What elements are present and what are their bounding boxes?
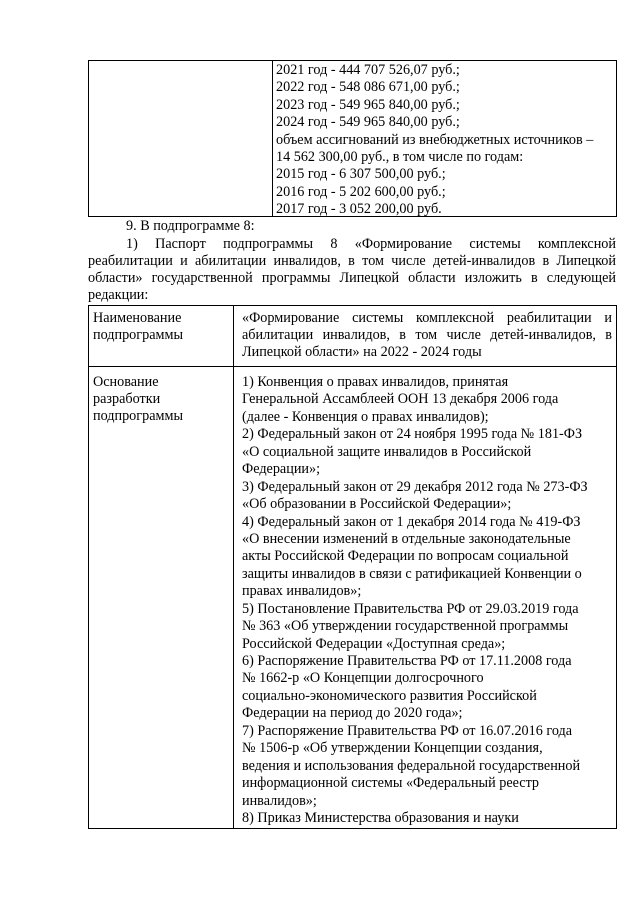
funding-line: 2024 год - 549 965 840,00 руб.;	[276, 114, 460, 131]
basis-line: «О социальной защите инвалидов в Российской	[242, 443, 532, 460]
basis-line: № 1506-р «Об утверждении Концепции создания,	[242, 740, 543, 757]
basis-line: 3) Федеральный закон от 29 декабря 2012 года № 273-ФЗ	[242, 478, 588, 495]
funding-line: 2022 год - 548 086 671,00 руб.;	[276, 79, 460, 96]
basis-line: информационной системы «Федеральный реестр	[242, 775, 540, 792]
funding-line: 14 562 300,00 руб., в том числе по годам:	[276, 148, 524, 165]
row-label-basis: Основание разработки подпрограммы	[93, 374, 183, 424]
paragraph-line: области» государственной программы Липецкой области изложить в следующей	[88, 270, 616, 286]
table-column-divider	[272, 61, 273, 216]
paragraph-line: 1) Паспорт подпрограммы 8 «Формирование системы комплексной	[126, 236, 616, 252]
basis-line: Федерации»;	[242, 461, 321, 478]
basis-line: Генеральной Ассамблеей ООН 13 декабря 2006 года	[242, 391, 559, 408]
table-column-divider	[233, 306, 234, 828]
basis-line: 1) Конвенция о правах инвалидов, принятая	[242, 374, 509, 390]
basis-line: 7) Распоряжение Правительства РФ от 16.07.2016 года	[242, 722, 573, 739]
table-row-divider	[89, 366, 616, 367]
development-basis-cell	[242, 374, 614, 827]
basis-line: правах инвалидов»;	[242, 583, 362, 600]
funding-line: 2015 год - 6 307 500,00 руб.;	[276, 166, 446, 183]
funding-table-continuation	[88, 60, 617, 217]
basis-line: 6) Распоряжение Правительства РФ от 17.11.2008 года	[242, 653, 572, 669]
funding-details-cell	[276, 62, 616, 219]
basis-line: Федерации на период до 2020 года»;	[242, 705, 463, 722]
basis-line: ведения и использования федеральной государственной	[242, 757, 581, 774]
row-label-name: Наименование подпрограммы	[93, 310, 183, 343]
funding-line: 2021 год - 444 707 526,07 руб.;	[276, 62, 460, 78]
basis-line: (далее - Конвенция о правах инвалидов);	[242, 408, 489, 425]
basis-line: 8) Приказ Министерства образования и науки	[242, 809, 519, 826]
funding-line: 2016 год - 5 202 600,00 руб.;	[276, 183, 446, 200]
basis-line: Российской Федерации «Доступная среда»;	[242, 635, 506, 652]
basis-line: акты Российской Федерации по вопросам социальной	[242, 548, 569, 565]
basis-line: № 363 «Об утверждении государственной программы	[242, 618, 569, 635]
item-heading: 9. В подпрограмме 8:	[126, 218, 255, 234]
basis-line: защиты инвалидов в связи с ратификацией Конвенции о	[242, 565, 582, 582]
basis-line: «Об образовании в Российской Федерации»;	[242, 496, 512, 513]
funding-line: 2017 год - 3 052 200,00 руб.	[276, 201, 442, 218]
basis-line: социально-экономического развития Российской	[242, 687, 537, 704]
subprogram-passport-table	[88, 305, 617, 829]
paragraph-line: реабилитации и абилитации инвалидов, в том числе детей-инвалидов в Липецкой	[88, 253, 616, 269]
paragraph-line: редакции:	[88, 287, 149, 303]
subprogram-name-cell: «Формирование системы комплексной реабилитации и абилитации инвалидов, в том числе детей-инвалидов, в Липецкой области» на 2022 - 2024 годы	[242, 310, 612, 360]
basis-line: № 1662-р «О Концепции долгосрочного	[242, 670, 484, 687]
funding-line: объем ассигнований из внебюджетных источников –	[276, 131, 594, 148]
funding-line: 2023 год - 549 965 840,00 руб.;	[276, 96, 460, 113]
basis-line: «О внесении изменений в отдельные законодательные	[242, 530, 571, 547]
basis-line: 2) Федеральный закон от 24 ноября 1995 года № 181-ФЗ	[242, 426, 583, 443]
basis-line: 4) Федеральный закон от 1 декабря 2014 года № 419-ФЗ	[242, 513, 581, 530]
basis-line: инвалидов»;	[242, 792, 317, 809]
basis-line: 5) Постановление Правительства РФ от 29.03.2019 года	[242, 600, 579, 617]
